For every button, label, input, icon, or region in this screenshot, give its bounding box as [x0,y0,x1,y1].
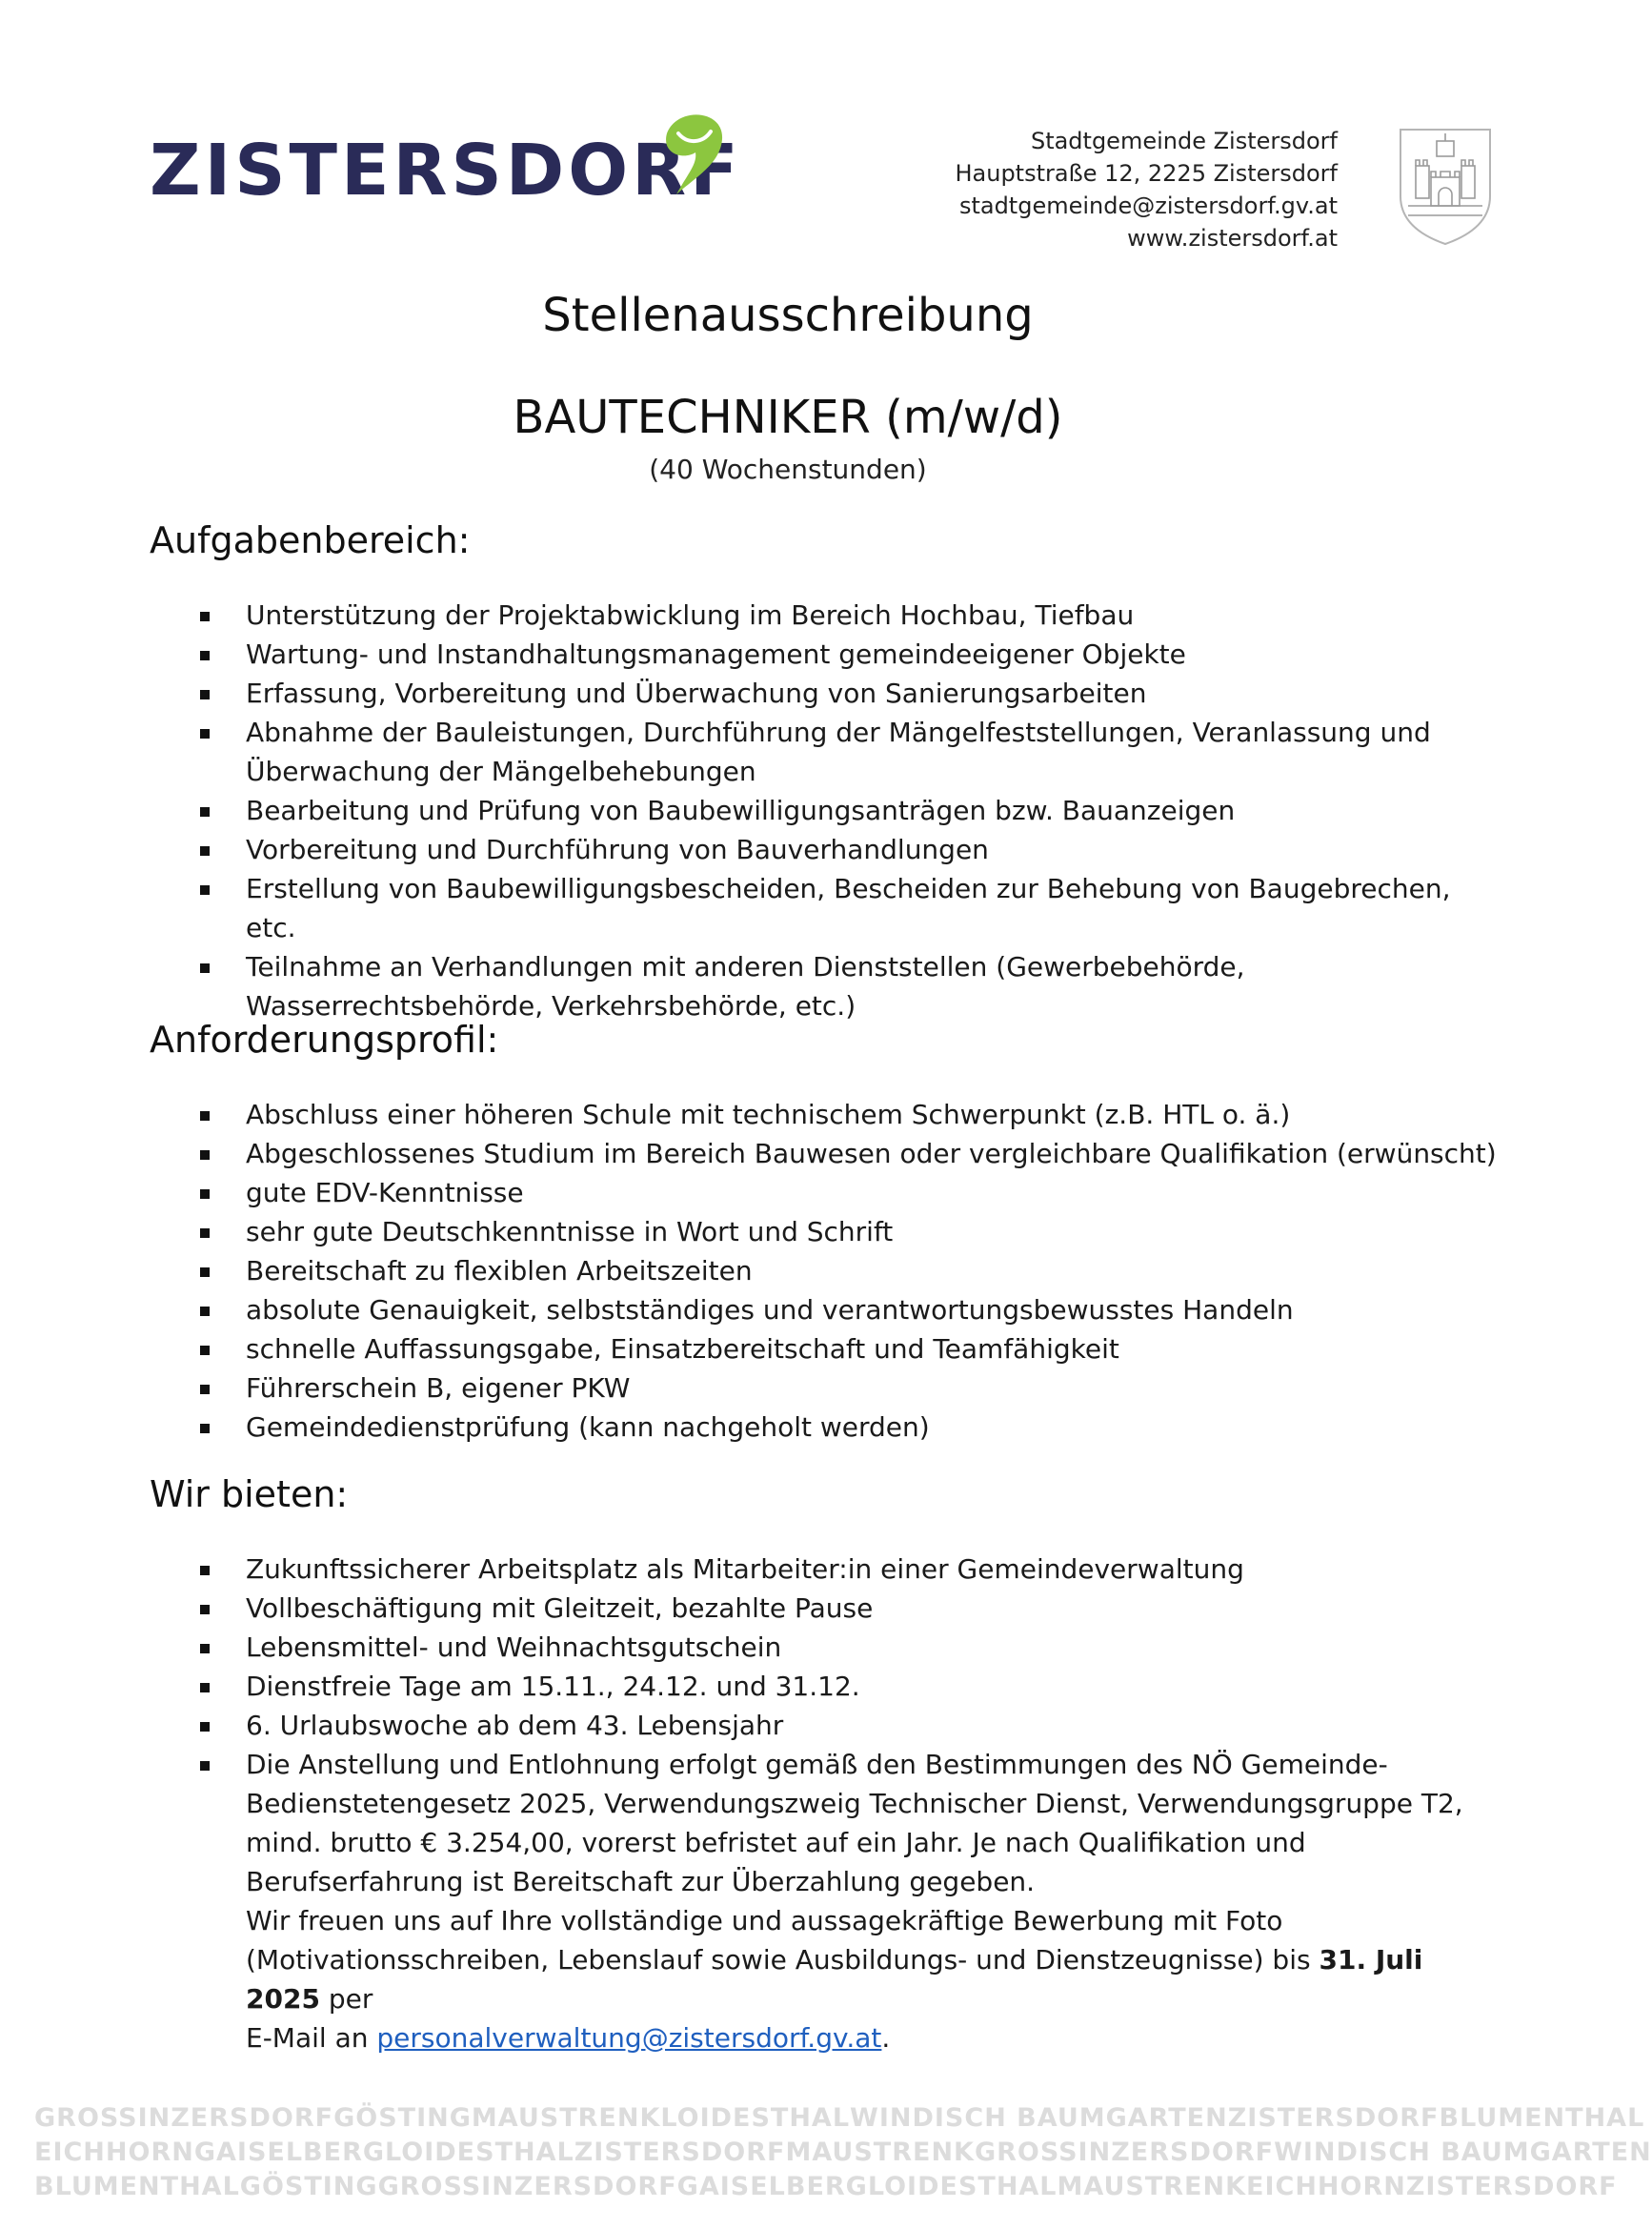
contact-address: Hauptstraße 12, 2225 Zistersdorf [955,160,1338,187]
bullet-icon [200,1111,210,1121]
coat-of-arms-icon [1399,128,1492,246]
section-heading-requirements: Anforderungsprofil: [150,1019,499,1061]
bullet-icon [200,1566,210,1575]
list-item: Erfassung, Vorbereitung und Überwachung von Sanierungsarbeiten [0,674,1576,713]
bullet-icon [200,1189,210,1199]
application-text: Wir freuen uns auf Ihre vollständige und aussagekräftige Bewerbung mit Foto (Motivationsschreiben, Lebenslauf sowie Ausbildungs- und Dienstzeugnisse) bis 31. Juli 2025 per E-Mail an personalverwaltung@zistersdorf.gv.at. [246,1905,1423,2054]
contact-block [955,125,1338,254]
list-item: Bereitschaft zu flexiblen Arbeitszeiten [0,1251,1576,1290]
contact-org: Stadtgemeinde Zistersdorf [1030,128,1338,154]
requirements-list [0,1095,1576,1447]
bullet-icon [200,1605,210,1614]
job-title: BAUTECHNIKER (m/w/d) [513,391,1063,444]
employment-terms-text: Die Anstellung und Entlohnung erfolgt gemäß den Bestimmungen des NÖ Gemeinde-Bedienstetengesetz 2025, Verwendungszweig Technischer Dienst, Verwendungsgruppe T2, mind. brutto € 3.254,00, vorerst befristet auf ein Jahr. Je nach Qualifikation und Berufserfahrung ist Bereitschaft zur Überzahlung gegeben. [246,1749,1463,1897]
footer-line: GROSSINZERSDORF GÖSTING MAUSTRENK LOIDESTHAL WINDISCH BAUMGARTEN ZISTERSDORF BLUMENTHAL [34,2103,1645,2133]
list-item: Dienstfreie Tage am 15.11., 24.12. und 31.12. [0,1667,1576,1706]
list-item: Unterstützung der Projektabwicklung im Bereich Hochbau, Tiefbau [0,596,1576,635]
list-item: schnelle Auffassungsgabe, Einsatzbereitschaft und Teamfähigkeit [0,1329,1576,1368]
list-item: Gemeindedienstprüfung (kann nachgeholt werden) [0,1408,1576,1447]
offer-list [0,1550,1576,2057]
list-item: sehr gute Deutschkenntnisse in Wort und Schrift [0,1212,1576,1251]
bullet-icon [200,885,210,895]
logo-swoosh-icon [655,111,732,198]
list-item: Vorbereitung und Durchführung von Bauverhandlungen [0,830,1576,869]
list-item: Abschluss einer höheren Schule mit technischem Schwerpunkt (z.B. HTL o. ä.) [0,1095,1576,1134]
section-heading-offer: Wir bieten: [150,1473,349,1515]
bullet-icon [200,846,210,856]
bullet-icon [200,1722,210,1732]
bullet-icon [200,612,210,621]
section-heading-tasks: Aufgabenbereich: [150,519,471,561]
list-item: Lebensmittel- und Weihnachtsgutschein [0,1628,1576,1667]
list-item: Zukunftssicherer Arbeitsplatz als Mitarbeiter:in einer Gemeindeverwaltung [0,1550,1576,1589]
bullet-icon [200,1644,210,1653]
list-item-employment-terms [0,1745,1576,2057]
bullet-icon [200,1683,210,1692]
list-item: Vollbeschäftigung mit Gleitzeit, bezahlte Pause [0,1589,1576,1628]
bullet-icon [200,729,210,739]
footer-village-names [0,2101,1652,2204]
bullet-icon [200,1228,210,1238]
bullet-icon [200,963,210,973]
list-item: 6. Urlaubswoche ab dem 43. Lebensjahr [0,1706,1576,1745]
bullet-icon [200,1267,210,1277]
footer-line: BLUMENTHAL GÖSTING GROSSINZERSDORF GAISELBERG LOIDESTHAL MAUSTRENK EICHHORN ZISTERSDORF [34,2172,1618,2201]
bullet-icon [200,1385,210,1394]
contact-email[interactable]: stadtgemeinde@zistersdorf.gv.at [958,193,1338,219]
tasks-list [0,596,1576,1025]
bullet-icon [200,1150,210,1160]
contact-website[interactable]: www.zistersdorf.at [1127,225,1338,252]
list-item: Wartung- und Instandhaltungsmanagement gemeindeeigener Objekte [0,635,1576,674]
list-item: Erstellung von Baubewilligungsbescheiden, Bescheiden zur Behebung von Baugebrechen, etc. [0,869,1576,947]
weekly-hours: (40 Wochenstunden) [649,454,927,485]
logo-wordmark: ZISTERSDORF [150,130,742,212]
bullet-icon [200,1424,210,1433]
bullet-icon [200,690,210,699]
footer-line: EICHHORN GAISELBERG LOIDESTHAL ZISTERSDORF MAUSTRENK GROSSINZERSDORF WINDISCH BAUMGARTEN [34,2138,1652,2167]
bullet-icon [200,1307,210,1316]
list-item: absolute Genauigkeit, selbstständiges und verantwortungsbewusstes Handeln [0,1290,1576,1329]
bullet-icon [200,807,210,817]
bullet-icon [200,1761,210,1771]
list-item: gute EDV-Kenntnisse [0,1173,1576,1212]
application-deadline: 31. Juli 2025 [246,1944,1423,2015]
application-email-link[interactable]: personalverwaltung@zistersdorf.gv.at [376,2022,882,2054]
list-item: Teilnahme an Verhandlungen mit anderen Dienststellen (Gewerbebehörde, Wasserrechtsbehörde, Verkehrsbehörde, etc.) [0,947,1576,1025]
list-item: Abnahme der Bauleistungen, Durchführung der Mängelfeststellungen, Veranlassung und Überwachung der Mängelbehebungen [0,713,1576,791]
list-item: Bearbeitung und Prüfung von Baubewilligungsanträgen bzw. Bauanzeigen [0,791,1576,830]
list-item: Führerschein B, eigener PKW [0,1368,1576,1408]
bullet-icon [200,1346,210,1355]
bullet-icon [200,651,210,660]
document-title: Stellenausschreibung [542,289,1034,342]
list-item: Abgeschlossenes Studium im Bereich Bauwesen oder vergleichbare Qualifikation (erwünscht) [0,1134,1576,1173]
